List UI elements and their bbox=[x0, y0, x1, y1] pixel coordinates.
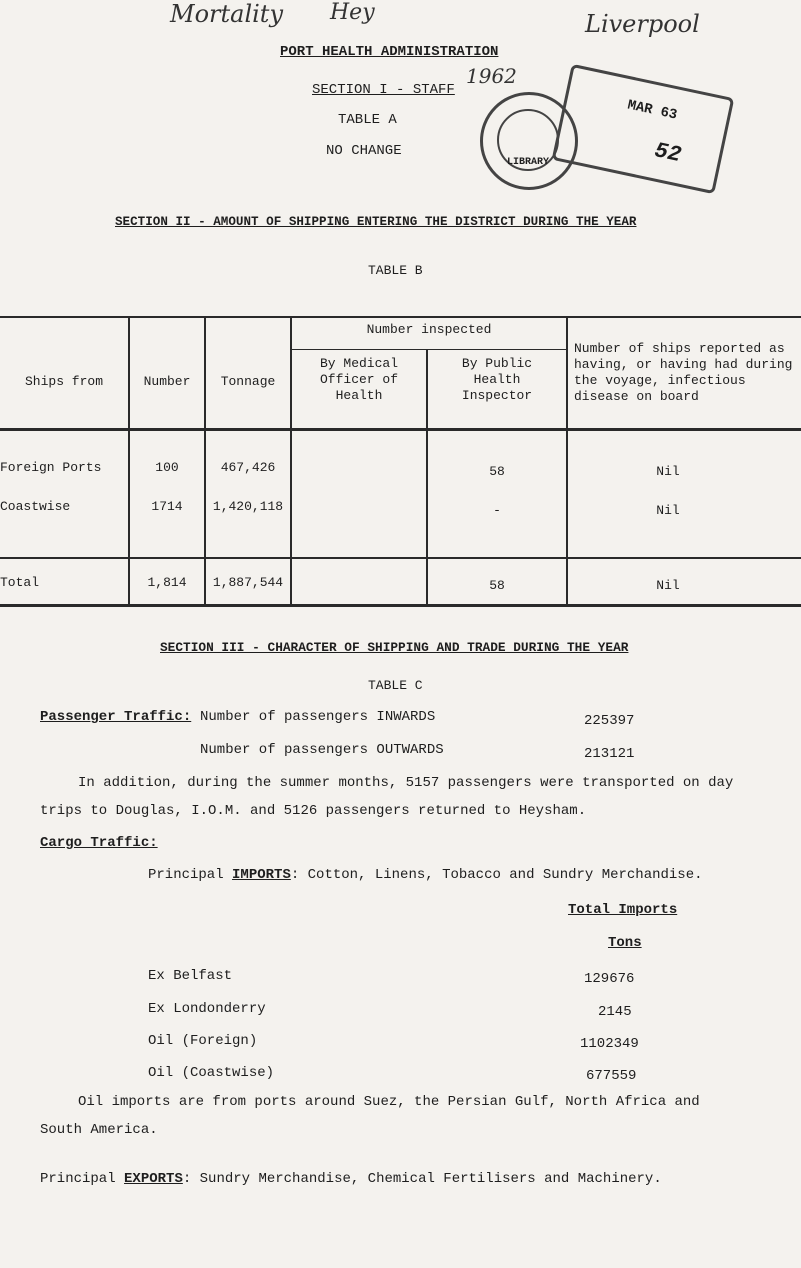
import-value: 2145 bbox=[598, 1004, 632, 1020]
import-value: 129676 bbox=[584, 971, 635, 987]
table-body-rule bbox=[0, 557, 801, 559]
table-top-rule bbox=[0, 316, 801, 318]
import-name: Oil (Foreign) bbox=[148, 1033, 258, 1049]
addition-line-2: trips to Douglas, I.O.M. and 5126 passengers returned to Heysham. bbox=[40, 803, 587, 819]
row-ships-from: Foreign Ports bbox=[0, 460, 102, 475]
exports-prefix: Principal bbox=[40, 1171, 116, 1187]
imports-word: IMPORTS bbox=[232, 867, 291, 883]
handwritten-note-mid: Hey bbox=[330, 0, 375, 25]
table-bottom-rule bbox=[0, 604, 801, 607]
oil-line-2: South America. bbox=[40, 1122, 158, 1138]
table-b-label: TABLE B bbox=[368, 263, 423, 278]
header-tonnage: Tonnage bbox=[220, 374, 276, 389]
header-by-phi: By Public Health Inspector bbox=[461, 356, 533, 403]
col-divider-5 bbox=[566, 316, 568, 606]
handwritten-note-right: Liverpool bbox=[585, 10, 700, 38]
received-stamp bbox=[552, 64, 735, 194]
import-name: Oil (Coastwise) bbox=[148, 1065, 275, 1081]
principal-exports-line bbox=[40, 1171, 662, 1187]
table-a-label: TABLE A bbox=[338, 112, 397, 128]
tons-heading: Tons bbox=[608, 935, 642, 951]
oil-line-1: Oil imports are from ports around Suez, the Persian Gulf, North Africa and bbox=[78, 1094, 700, 1110]
section-one-heading: SECTION I - STAFF bbox=[312, 82, 455, 98]
total-disease: Nil bbox=[656, 578, 680, 593]
row-tonnage: 1,420,118 bbox=[212, 499, 284, 514]
row-disease: Nil bbox=[656, 503, 680, 518]
row-phi: - bbox=[493, 503, 501, 518]
addition-line-1: In addition, during the summer months, 5157 passengers were transported on day bbox=[78, 775, 734, 791]
header-ships-from: Ships from bbox=[24, 374, 103, 389]
port-health-title: PORT HEALTH ADMINISTRATION bbox=[280, 44, 499, 60]
total-tonnage: 1,887,544 bbox=[212, 575, 284, 590]
import-name: Ex Belfast bbox=[148, 968, 233, 984]
table-c-label: TABLE C bbox=[368, 678, 423, 693]
received-stamp-date: MAR 63 bbox=[625, 97, 679, 124]
total-imports-heading: Total Imports bbox=[568, 902, 678, 918]
import-name: Ex Londonderry bbox=[148, 1001, 266, 1017]
imports-prefix: Principal bbox=[148, 867, 224, 883]
received-stamp-number: 52 bbox=[652, 138, 684, 169]
outwards-label: Number of passengers OUTWARDS bbox=[200, 742, 444, 758]
total-label: Total bbox=[0, 575, 40, 590]
import-value: 1102349 bbox=[580, 1036, 639, 1052]
row-number: 1714 bbox=[151, 499, 183, 514]
stamp-text: LIBRARY bbox=[507, 157, 550, 168]
inspected-subrule bbox=[290, 349, 568, 350]
row-number: 100 bbox=[155, 460, 179, 475]
section-two-heading: SECTION II - AMOUNT OF SHIPPING ENTERING THE DISTRICT DURING THE YEAR bbox=[115, 215, 637, 229]
passenger-traffic-label: Passenger Traffic: bbox=[40, 709, 192, 725]
inwards-value: 225397 bbox=[584, 713, 635, 729]
outwards-value: 213121 bbox=[584, 746, 635, 762]
inwards-label: Number of passengers INWARDS bbox=[200, 709, 436, 725]
import-value: 677559 bbox=[586, 1068, 637, 1084]
row-ships-from: Coastwise bbox=[0, 499, 71, 514]
col-divider-3 bbox=[290, 316, 292, 606]
row-disease: Nil bbox=[656, 464, 680, 479]
cargo-traffic-label: Cargo Traffic: bbox=[40, 835, 158, 851]
row-phi: 58 bbox=[489, 464, 505, 479]
header-number-inspected: Number inspected bbox=[366, 322, 492, 337]
total-phi: 58 bbox=[489, 578, 505, 593]
table-header-rule bbox=[0, 428, 801, 431]
total-number: 1,814 bbox=[147, 575, 187, 590]
header-infectious-disease: Number of ships reported as having, or having had during the voyage, infectious disease on board bbox=[574, 341, 793, 404]
section-three-heading: SECTION III - CHARACTER OF SHIPPING AND TRADE DURING THE YEAR bbox=[160, 640, 629, 655]
exports-word: EXPORTS bbox=[124, 1171, 183, 1187]
handwritten-note-left: Mortality bbox=[170, 0, 284, 28]
exports-text: : Sundry Merchandise, Chemical Fertilisers and Machinery. bbox=[182, 1171, 662, 1187]
header-by-moh: By Medical Officer of Health bbox=[319, 356, 398, 403]
handwritten-year: 1962 bbox=[466, 64, 517, 88]
no-change-text: NO CHANGE bbox=[326, 143, 402, 159]
principal-imports-line bbox=[148, 867, 703, 883]
row-tonnage: 467,426 bbox=[220, 460, 276, 475]
imports-text: : Cotton, Linens, Tobacco and Sundry Merchandise. bbox=[290, 867, 703, 883]
header-number: Number bbox=[143, 374, 191, 389]
